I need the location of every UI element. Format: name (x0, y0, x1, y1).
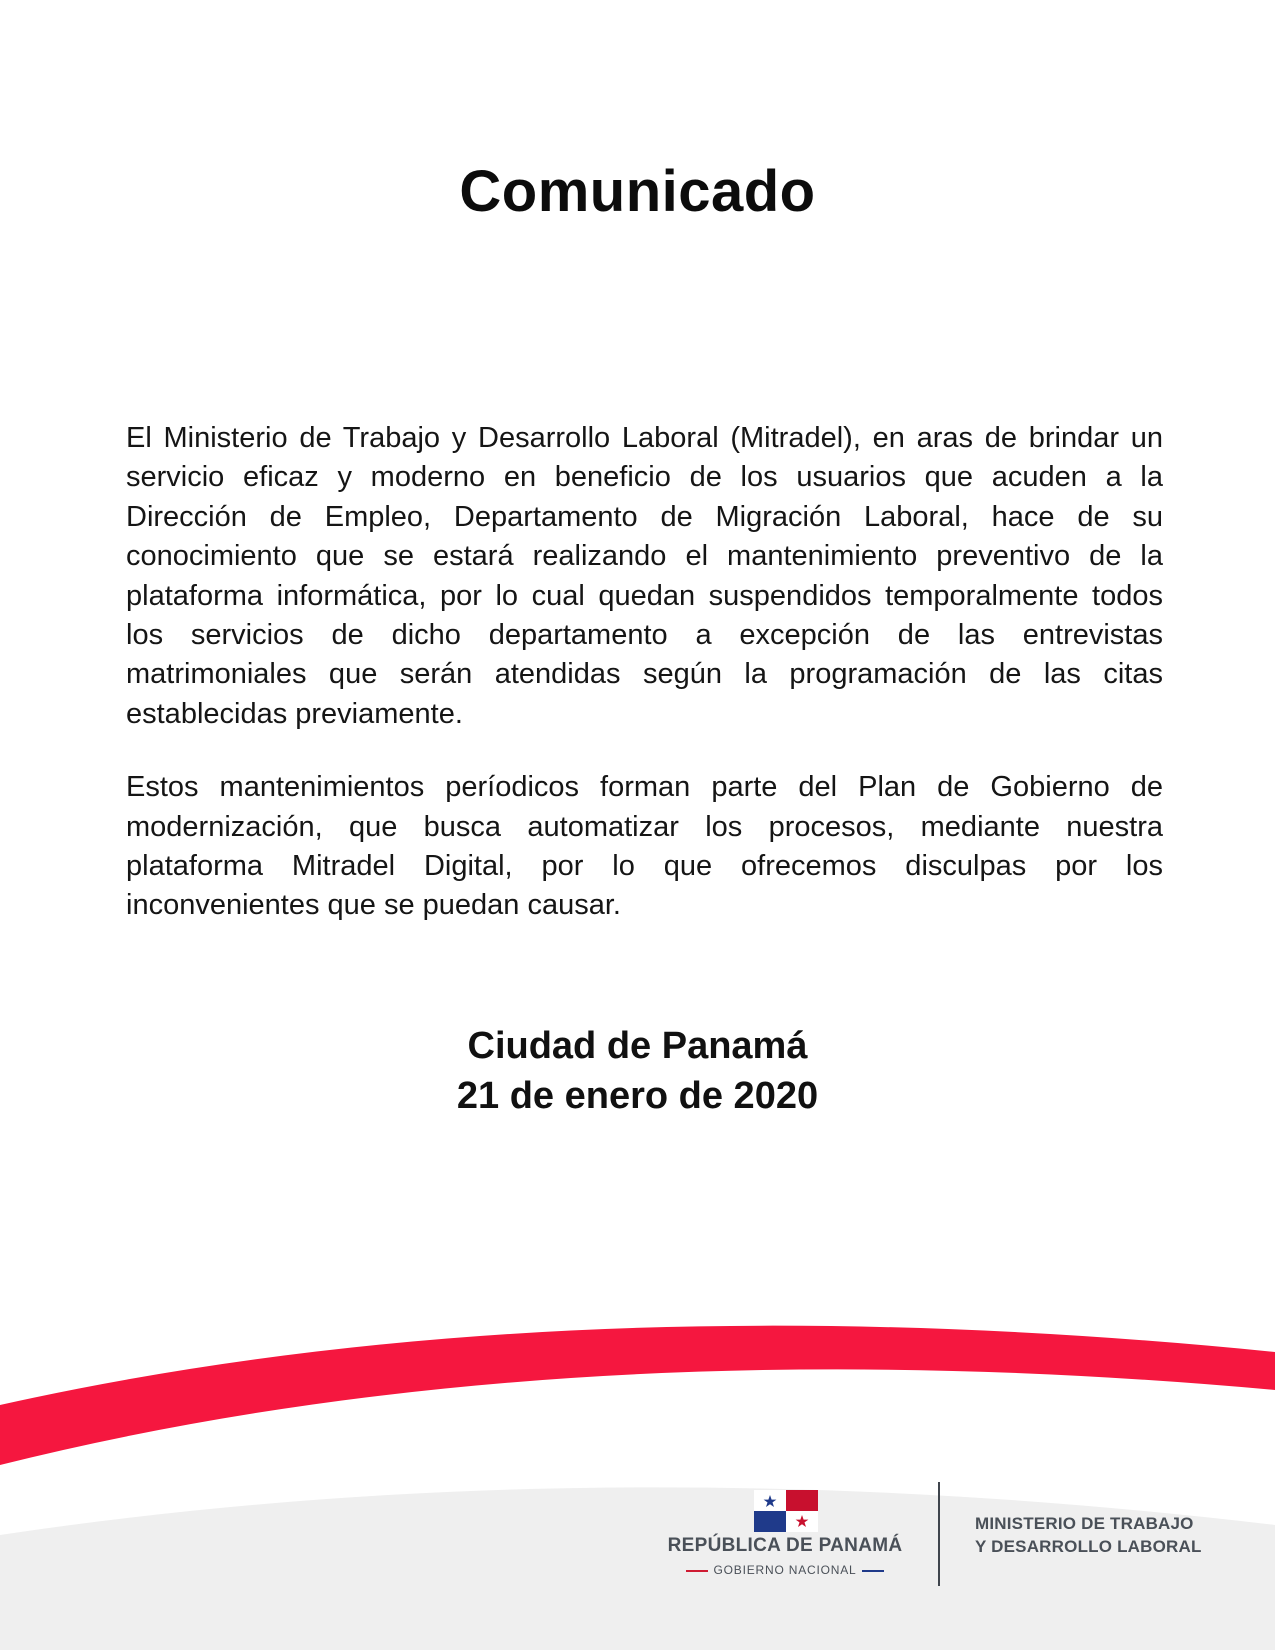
government-subtitle-text: GOBIERNO NACIONAL (713, 1563, 857, 1577)
place-and-date (0, 1021, 1275, 1121)
ministry-logo-text (975, 1512, 1202, 1558)
government-subtitle (655, 1563, 915, 1577)
document-body (126, 419, 1163, 926)
body-paragraph-1: El Ministerio de Trabajo y Desarrollo Laboral (Mitradel), en aras de brindar un servicio eficaz y moderno en beneficio de los usuarios que acuden a la Dirección de Empleo, Departamento de Migración Laboral, hace de su conocimiento que se estará realizando el mantenimiento preventivo de la plataforma informática, por lo cual quedan suspendidos temporalmente todos los servicios de dicho departamento a excepción de las entrevistas matrimoniales que serán atendidas según la programación de las citas establecidas previamente. (126, 422, 1163, 730)
red-rule (686, 1570, 708, 1572)
place-label: Ciudad de Panamá (467, 1025, 808, 1067)
government-name: REPÚBLICA DE PANAMÁ (667, 1535, 903, 1556)
footer-divider (938, 1482, 940, 1586)
panama-flag-icon (754, 1490, 818, 1532)
ministry-line-2: Y DESARROLLO LABORAL (975, 1537, 1202, 1556)
red-swoosh (0, 1326, 1275, 1465)
blue-rule (862, 1570, 884, 1572)
ministry-line-1: MINISTERIO DE TRABAJO (975, 1514, 1194, 1533)
body-paragraph-2: Estos mantenimientos períodicos forman parte del Plan de Gobierno de modernización, que busca automatizar los procesos, mediante nuestra plataforma Mitradel Digital, por lo que ofrecemos disculpas por los inconvenientes que se puedan causar. (126, 771, 1163, 922)
footer-swoosh-decoration (0, 1300, 1275, 1650)
page-title: Comunicado (459, 159, 816, 224)
government-logo (655, 1487, 915, 1582)
date-label: 21 de enero de 2020 (456, 1075, 819, 1117)
